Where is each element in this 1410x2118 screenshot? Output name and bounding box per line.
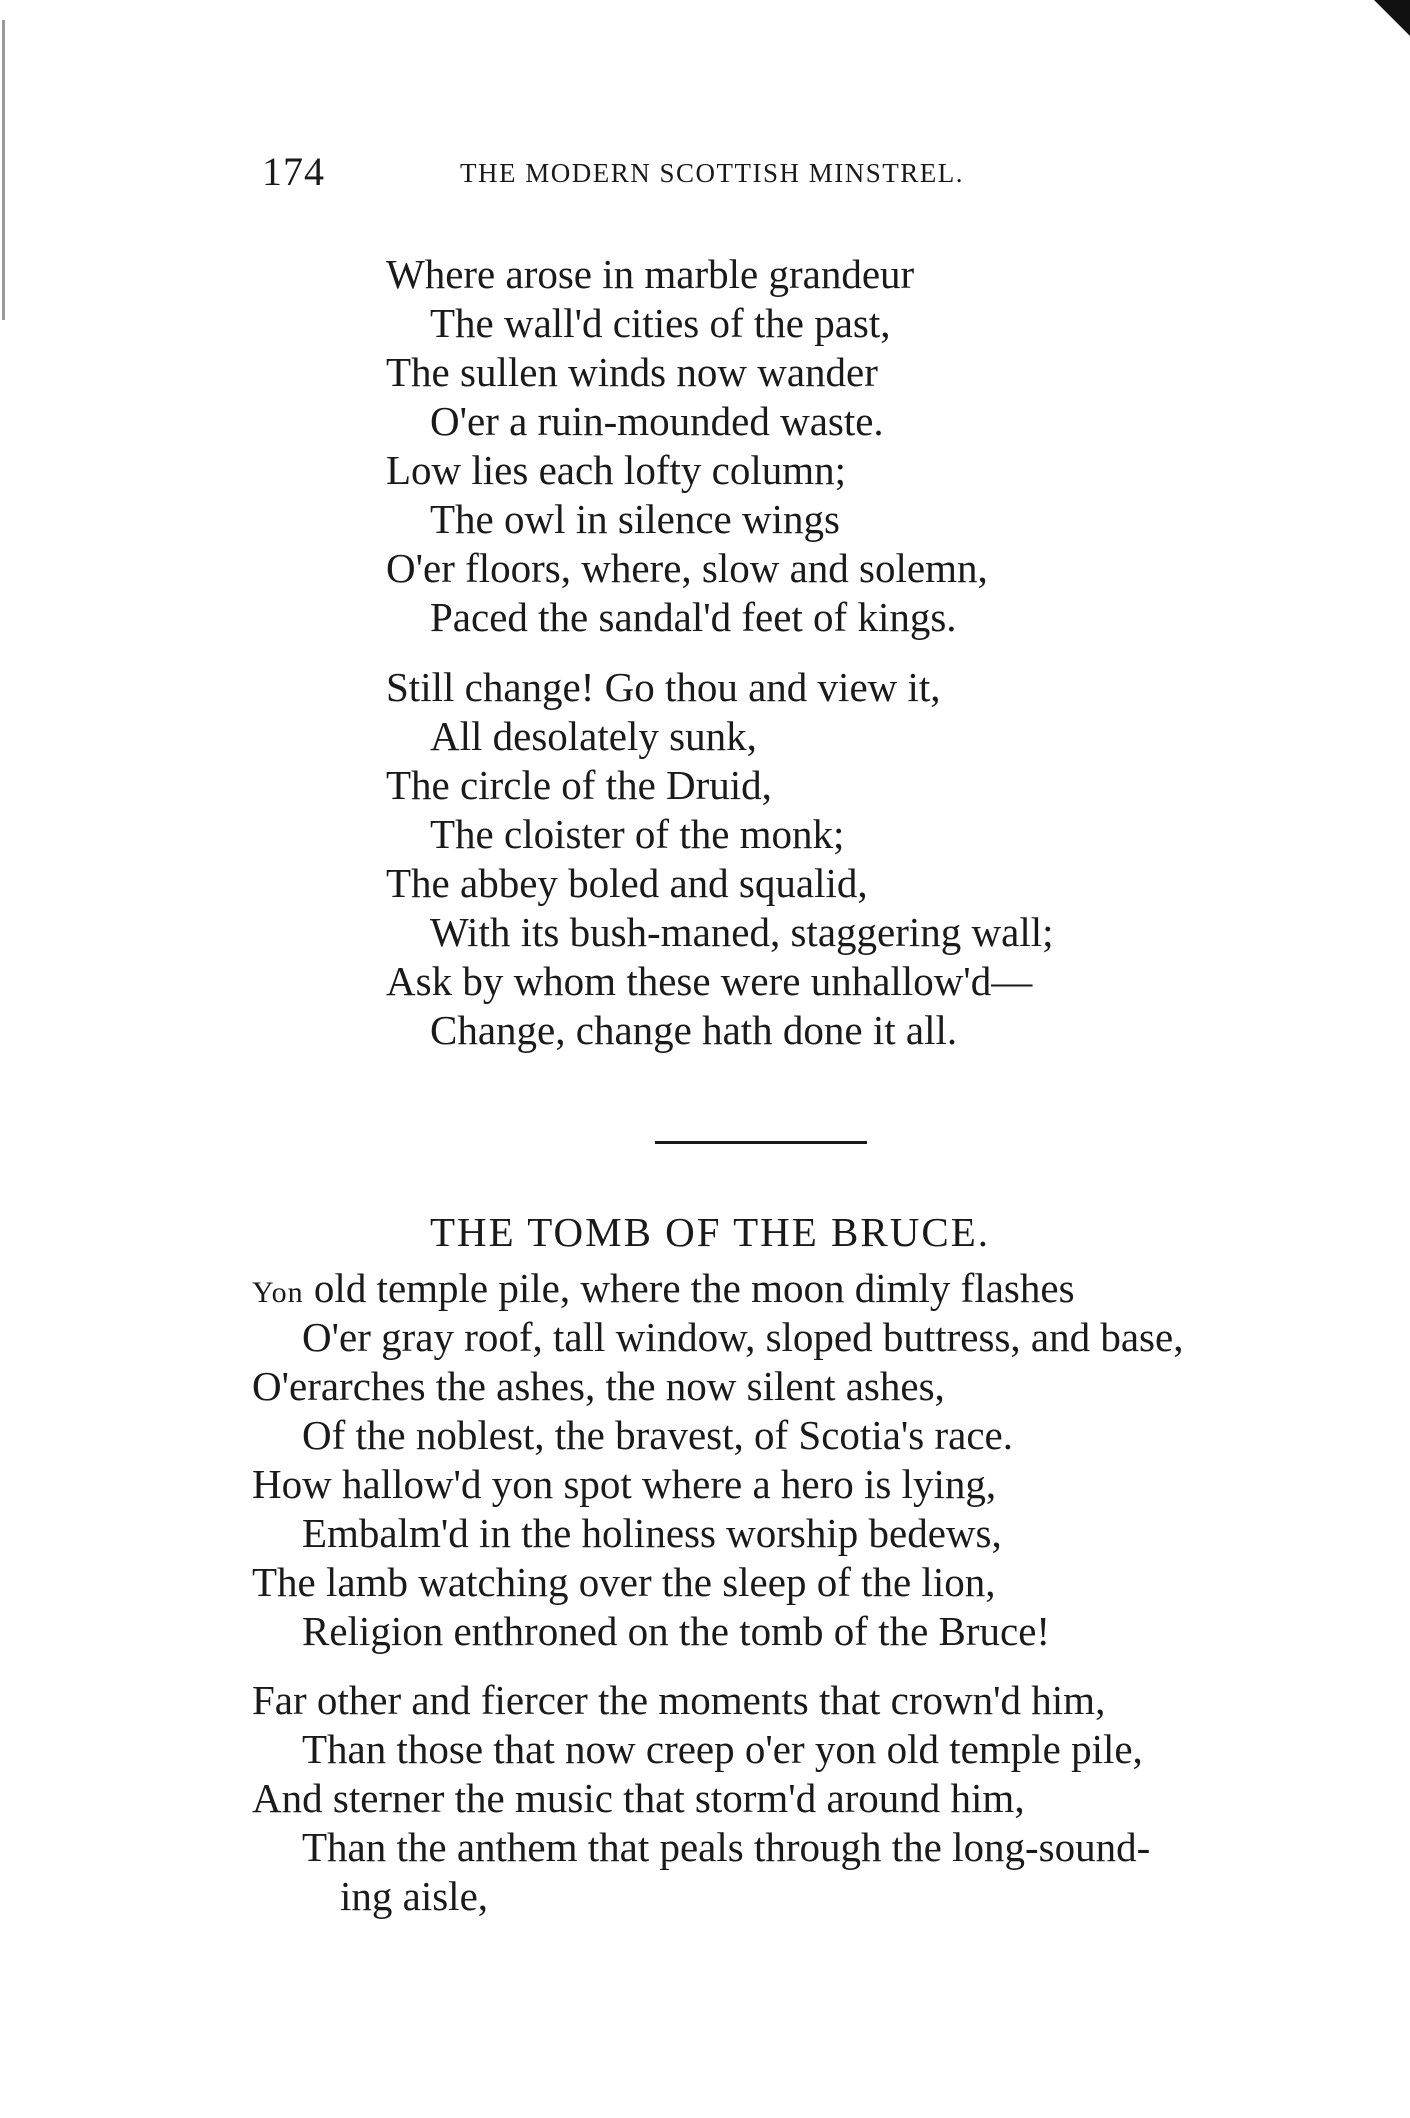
verse-line: The cloister of the monk;	[430, 811, 845, 857]
verse-line-first	[252, 1265, 1075, 1311]
verse-line: Still change! Go thou and view it,	[386, 664, 941, 710]
section-divider	[655, 1141, 867, 1144]
verse-line: How hallow'd yon spot where a hero is lying,	[252, 1461, 997, 1507]
verse-line: The abbey boled and squalid,	[386, 860, 868, 906]
verse-line: Change, change hath done it all.	[430, 1007, 958, 1053]
running-title: THE MODERN SCOTTISH MINSTREL.	[460, 158, 965, 188]
drop-smallcaps-word: Yon	[252, 1276, 304, 1309]
verse-line: Than the anthem that peals through the long-sound-	[302, 1824, 1151, 1870]
verse-line: Religion enthroned on the tomb of the Bruce!	[302, 1608, 1051, 1654]
verse-line: Embalm'd in the holiness worship bedews,	[302, 1510, 1002, 1556]
verse-line: Paced the sandal'd feet of kings.	[430, 594, 957, 640]
poem-title: THE TOMB OF THE BRUCE.	[430, 1209, 990, 1255]
page-number: 174	[262, 149, 325, 194]
verse-line: O'er a ruin-mounded waste.	[430, 398, 884, 444]
verse-line: The wall'd cities of the past,	[430, 300, 891, 346]
verse-line: Than those that now creep o'er yon old temple pile,	[302, 1726, 1143, 1772]
verse-line: Of the noblest, the bravest, of Scotia's race.	[302, 1412, 1013, 1458]
verse-line: O'erarches the ashes, the now silent ashes,	[252, 1363, 945, 1409]
verse-line: The circle of the Druid,	[386, 762, 772, 808]
verse-line: Ask by whom these were unhallow'd—	[386, 958, 1033, 1004]
page-header	[262, 148, 1162, 208]
left-margin-scan-edge	[2, 20, 5, 320]
verse-line: All desolately sunk,	[430, 713, 757, 759]
verse-line: Low lies each lofty column;	[386, 447, 846, 493]
page-corner-mark	[1374, 0, 1410, 36]
verse-line: The sullen winds now wander	[386, 349, 878, 395]
verse-line: And sterner the music that storm'd around him,	[252, 1775, 1025, 1821]
verse-line: O'er floors, where, slow and solemn,	[386, 545, 988, 591]
first-line-text: old temple pile, where the moon dimly flashes	[303, 1265, 1075, 1311]
verse-line: The lamb watching over the sleep of the lion,	[252, 1559, 996, 1605]
verse-line: The owl in silence wings	[430, 496, 840, 542]
verse-line: With its bush-maned, staggering wall;	[430, 909, 1054, 955]
verse-line: Where arose in marble grandeur	[386, 251, 915, 297]
verse-line: O'er gray roof, tall window, sloped buttress, and base,	[302, 1314, 1184, 1360]
verse-line: ing aisle,	[340, 1873, 489, 1919]
verse-line: Far other and fiercer the moments that crown'd him,	[252, 1677, 1106, 1723]
